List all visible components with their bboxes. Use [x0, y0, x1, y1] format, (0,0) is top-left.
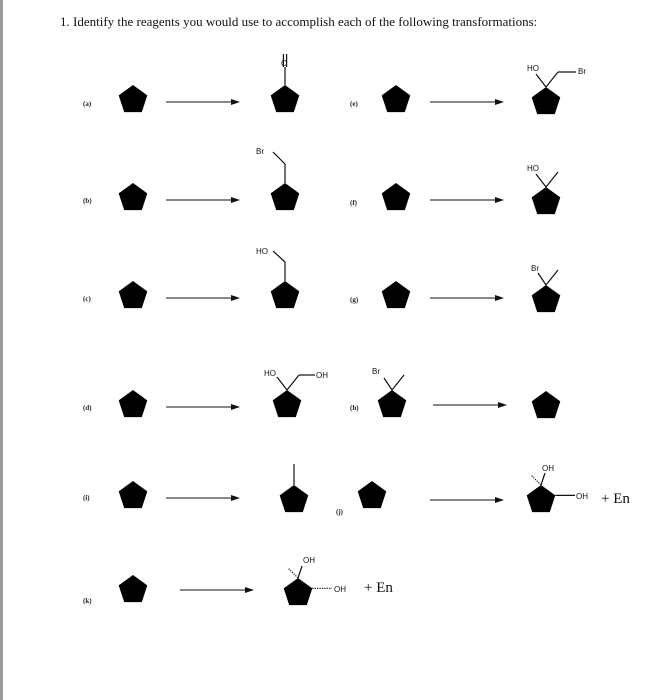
label-e: (e)	[350, 100, 358, 108]
reactant-g-methylenecyclopentane	[382, 261, 411, 308]
label-i: (i)	[83, 494, 90, 502]
label-h: (h)	[350, 404, 359, 412]
atom-br-b: Br	[256, 147, 264, 156]
label-b: (b)	[83, 197, 92, 205]
product-e-bromohydrin	[532, 72, 576, 114]
arrow-e	[430, 99, 504, 105]
reactant-e-methylenecyclopentane	[382, 65, 411, 112]
label-f: (f)	[350, 199, 357, 207]
product-k-trans-diol	[284, 566, 332, 605]
label-a: (a)	[83, 100, 92, 108]
reactant-d-methylenecyclopentane	[119, 370, 148, 417]
arrow-f	[430, 197, 504, 203]
atom-oh-d: OH	[316, 371, 328, 380]
atom-oh-j2: OH	[576, 492, 588, 501]
atom-br-g: Br	[531, 264, 539, 273]
atom-ho-e: HO	[527, 64, 539, 73]
arrow-d	[166, 404, 240, 410]
reactant-c-methylenecyclopentane	[119, 261, 148, 308]
product-f-tertiary-alcohol	[532, 172, 561, 214]
reactant-f-methylenecyclopentane	[382, 163, 411, 210]
label-d: (d)	[83, 404, 92, 412]
product-i-methylcyclopentane	[280, 464, 309, 512]
atom-oh-k1: OH	[303, 556, 315, 565]
arrow-a	[166, 99, 240, 105]
atom-br-h: Br	[372, 367, 380, 376]
question-prompt: Identify the reagents you would use to accomplish each of the following transformations:	[73, 14, 538, 29]
atom-br-e: Br	[578, 67, 586, 76]
arrow-k	[180, 587, 254, 593]
product-j-cis-diol	[527, 473, 575, 512]
atom-oh-k2: OH	[334, 585, 346, 594]
arrow-j	[430, 497, 504, 503]
arrow-b	[166, 197, 240, 203]
reactant-a-methylenecyclopentane	[119, 65, 148, 112]
label-k: (k)	[83, 597, 92, 605]
plus-en-k: + En	[364, 580, 393, 596]
atom-ho-f: HO	[527, 164, 539, 173]
product-h-methylcyclopentene	[532, 371, 561, 418]
label-g: (g)	[350, 296, 359, 304]
product-g-tertiary-bromide	[532, 270, 561, 312]
atom-o-a: O	[281, 59, 288, 68]
reactant-h-tertiary-bromide	[378, 375, 407, 417]
product-c-cyclopentylmethanol	[271, 251, 300, 308]
product-b-bromomethylcyclopentane	[271, 152, 300, 210]
arrow-g	[430, 295, 504, 301]
reactant-i-methylcyclopentene	[119, 461, 148, 508]
label-c: (c)	[83, 295, 91, 303]
question-number: 1.	[60, 14, 70, 29]
plus-en-j: + En	[601, 491, 630, 507]
atom-ho-c: HO	[256, 247, 268, 256]
product-d-diol	[273, 375, 315, 417]
arrow-c	[166, 295, 240, 301]
arrow-h	[433, 402, 507, 408]
label-j: (j)	[336, 508, 343, 516]
atom-oh-j1: OH	[542, 464, 554, 473]
atom-ho-d: HO	[264, 369, 276, 378]
reactant-b-methylenecyclopentane	[119, 163, 148, 210]
reactant-j-methylcyclopentene	[358, 461, 387, 508]
reactant-k-methylcyclopentene	[119, 555, 148, 602]
arrow-i	[166, 495, 240, 501]
